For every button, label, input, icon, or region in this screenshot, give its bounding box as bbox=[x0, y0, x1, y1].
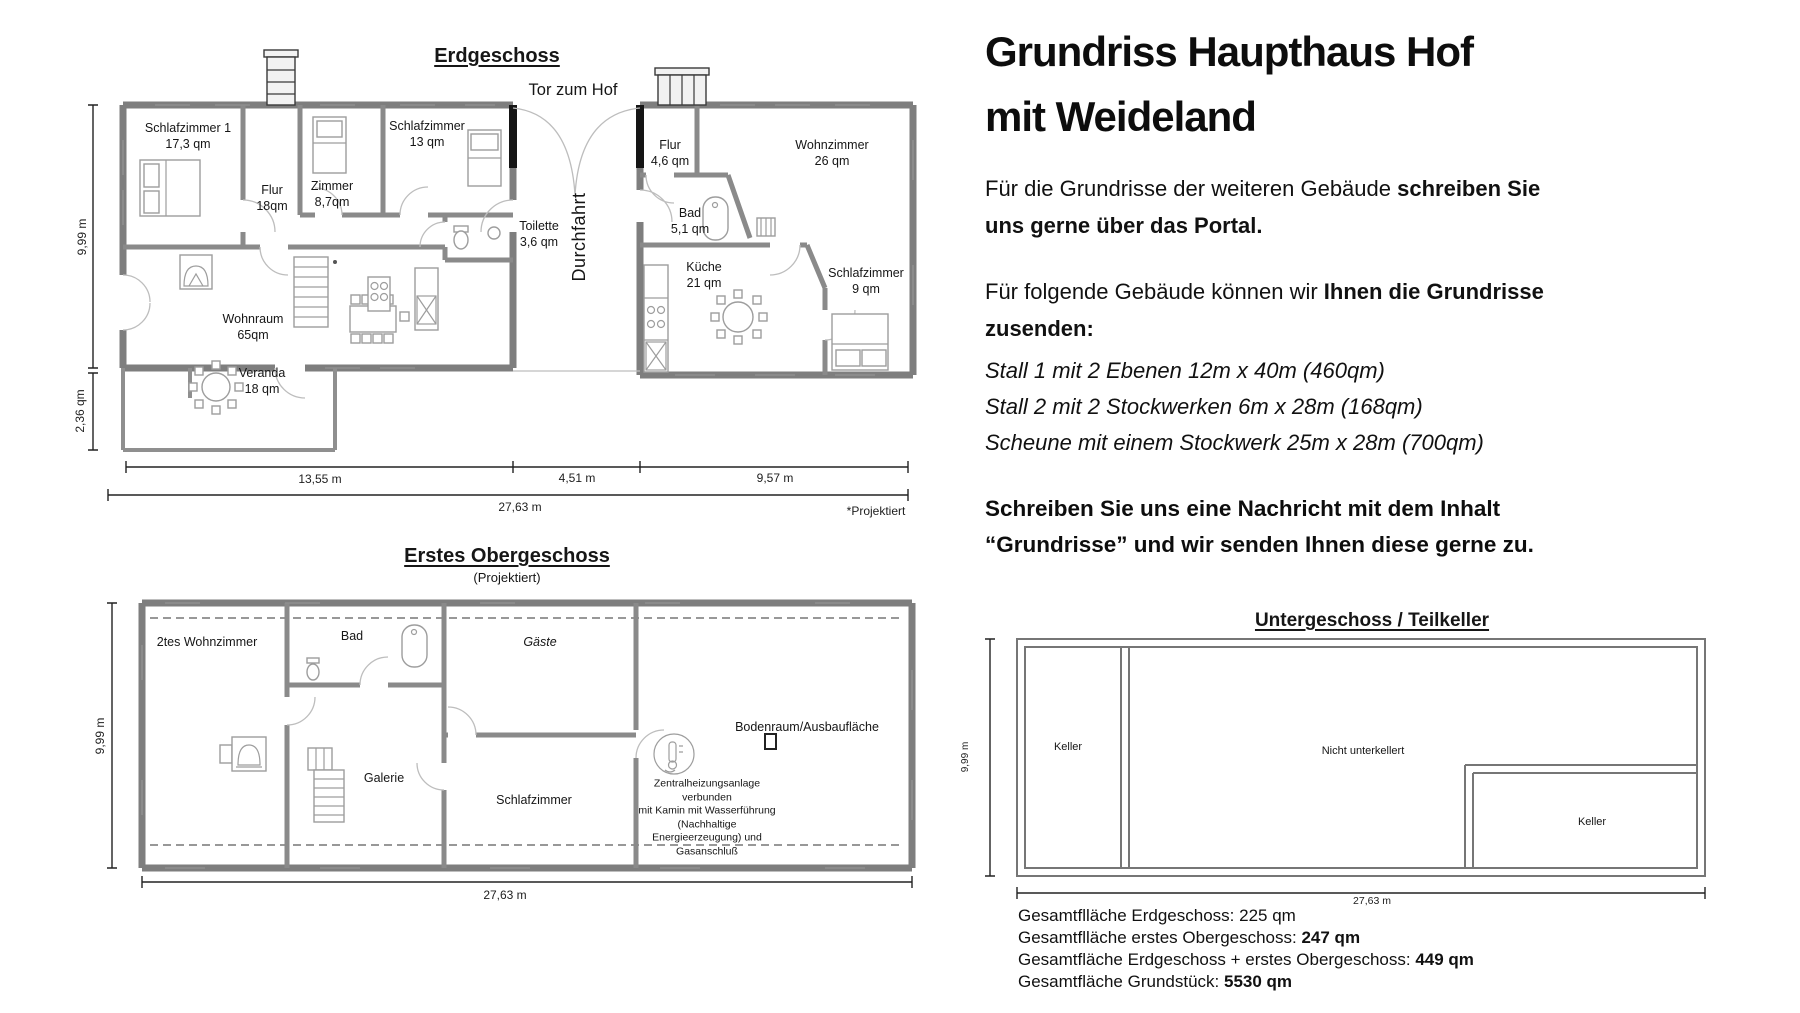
sink-counter-icon bbox=[415, 268, 438, 330]
room-label-zimmer: Zimmer 8,7qm bbox=[310, 179, 354, 209]
room-label-veranda: Veranda 18 qm bbox=[238, 366, 286, 396]
og-room-label-galerie: Galerie bbox=[363, 771, 405, 785]
room-label-schlafzimmer13: Schlafzimmer 13 qm bbox=[389, 119, 465, 149]
dim-height-main: 9,99 m bbox=[75, 218, 89, 256]
ug-dim-width: 27,63 m bbox=[1353, 895, 1391, 907]
dim-width-total: 27,63 m bbox=[498, 500, 542, 514]
dim-width-mid: 4,51 m bbox=[558, 471, 596, 485]
room-label-flur: Flur 18qm bbox=[256, 183, 288, 213]
total-grundstueck: Gesamtfläche Grundstück: 5530 qm bbox=[1018, 972, 1293, 991]
og-stairs-icon bbox=[308, 748, 344, 822]
building-list-item-scheune: Scheune mit einem Stockwerk 25m x 28m (700qm) bbox=[985, 430, 1484, 455]
og-dim-width: 27,63 m bbox=[483, 888, 527, 902]
total-eg-plus-og: Gesamtfläche Erdgeschoss + erstes Obergeschoss: 449 qm bbox=[1018, 950, 1474, 969]
building-list-item-stall1: Stall 1 mit 2 Ebenen 12m x 40m (460qm) bbox=[985, 358, 1385, 383]
og-heating-icon bbox=[654, 734, 694, 774]
projektiert-note: *Projektiert bbox=[846, 504, 906, 518]
total-obergeschoss: Gesamtflläche erstes Obergeschoss: 247 qm bbox=[1018, 928, 1361, 947]
tor-zum-hof-label: Tor zum Hof bbox=[528, 81, 618, 99]
cta-line2: “Grundrisse” und wir senden Ihnen diese gerne zu. bbox=[985, 532, 1534, 557]
buildings-paragraph-line1: Für folgende Gebäude können wir Ihnen die Grundrisse bbox=[985, 279, 1544, 304]
og-room-label-bad: Bad bbox=[340, 629, 364, 643]
portal-paragraph-line1: Für die Grundrisse der weiteren Gebäude schreiben Sie bbox=[985, 176, 1541, 201]
room-label-flur2: Flur 4,6 qm bbox=[650, 138, 690, 168]
cta-line1: Schreiben Sie uns eine Nachricht mit dem Inhalt bbox=[985, 496, 1501, 521]
ug-room-label-keller-left: Keller bbox=[1053, 741, 1083, 753]
ug-room-label-nicht-unterkellert: Nicht unterkellert bbox=[1321, 745, 1405, 757]
stove-icon bbox=[368, 277, 390, 311]
double-bed-icon bbox=[140, 160, 200, 216]
erdgeschoss-title: Erdgeschoss bbox=[434, 45, 560, 67]
og-dim-height: 9,99 m bbox=[93, 717, 107, 755]
round-table-icon bbox=[711, 290, 767, 344]
ug-dim-height: 9,99 m bbox=[960, 741, 971, 773]
stairs-icon bbox=[294, 257, 337, 327]
room-label-wohnraum: Wohnraum 65qm bbox=[222, 312, 284, 342]
durchfahrt-label: Durchfahrt bbox=[569, 192, 589, 282]
room-label-wohnzimmer: Wohnzimmer 26 qm bbox=[795, 138, 869, 168]
building-list-item-stall2: Stall 2 mit 2 Stockwerken 6m x 28m (168qm) bbox=[985, 394, 1423, 419]
double-bed-icon-2 bbox=[832, 314, 888, 370]
room-label-toilette: Toilette 3,6 qm bbox=[519, 219, 559, 249]
fireplace-icon bbox=[180, 255, 212, 289]
og-room-label-gaeste: Gäste bbox=[523, 635, 557, 649]
page-title-line1: Grundriss Haupthaus Hof bbox=[985, 28, 1474, 75]
og-oven-icon bbox=[220, 737, 266, 771]
og-room-label-wohnzimmer2: 2tes Wohnzimmer bbox=[156, 635, 258, 649]
total-erdgeschoss: Gesamtflläche Erdgeschoss: 225 qm bbox=[1018, 906, 1296, 925]
room-label-bad: Bad 5,1 qm bbox=[670, 206, 710, 236]
untergeschoss-plan-svg bbox=[975, 635, 1720, 903]
erdgeschoss-plan-svg bbox=[70, 40, 930, 510]
radiator-icon bbox=[757, 218, 775, 236]
untergeschoss-title: Untergeschoss / Teilkeller bbox=[1254, 610, 1490, 631]
og-room-label-schlafzimmer: Schlafzimmer bbox=[496, 793, 572, 807]
ug-dimension-lines bbox=[985, 639, 1705, 899]
ug-room-label-keller-right: Keller bbox=[1577, 816, 1607, 828]
og-room-label-bodenraum: Bodenraum/Ausbaufläche bbox=[735, 720, 879, 734]
og-heating-note: Zentralheizungsanlage verbunden mit Kamin mit Wasserführung (Nachhaltige Energieerzeugung) und Gasanschluß bbox=[638, 777, 776, 857]
obergeschoss-subtitle: (Projektiert) bbox=[473, 570, 541, 585]
og-toilet-icon bbox=[307, 658, 319, 680]
kitchen-counter-icon bbox=[644, 265, 668, 372]
room-label-kueche: Küche 21 qm bbox=[686, 260, 722, 290]
og-bathtub-icon bbox=[402, 625, 427, 667]
veranda-table-icon bbox=[189, 361, 243, 414]
portal-paragraph-line2: uns gerne über das Portal. bbox=[985, 213, 1263, 238]
dim-width-left: 13,55 m bbox=[298, 472, 342, 486]
room-label-schlafzimmer1: Schlafzimmer 1 17,3 qm bbox=[144, 121, 232, 151]
og-hatch-icon bbox=[765, 734, 776, 749]
dim-width-right: 9,57 m bbox=[756, 471, 794, 485]
dim-height-veranda: 2,36 qm bbox=[73, 389, 87, 433]
room-label-schlafzimmer9: Schlafzimmer 9 qm bbox=[828, 266, 904, 296]
page-title-line2: mit Weideland bbox=[985, 93, 1256, 140]
og-interior-walls bbox=[287, 603, 636, 868]
buildings-paragraph-line2: zusenden: bbox=[985, 316, 1094, 341]
toilet-icon bbox=[454, 226, 500, 249]
obergeschoss-title: Erstes Obergeschoss bbox=[404, 545, 610, 567]
